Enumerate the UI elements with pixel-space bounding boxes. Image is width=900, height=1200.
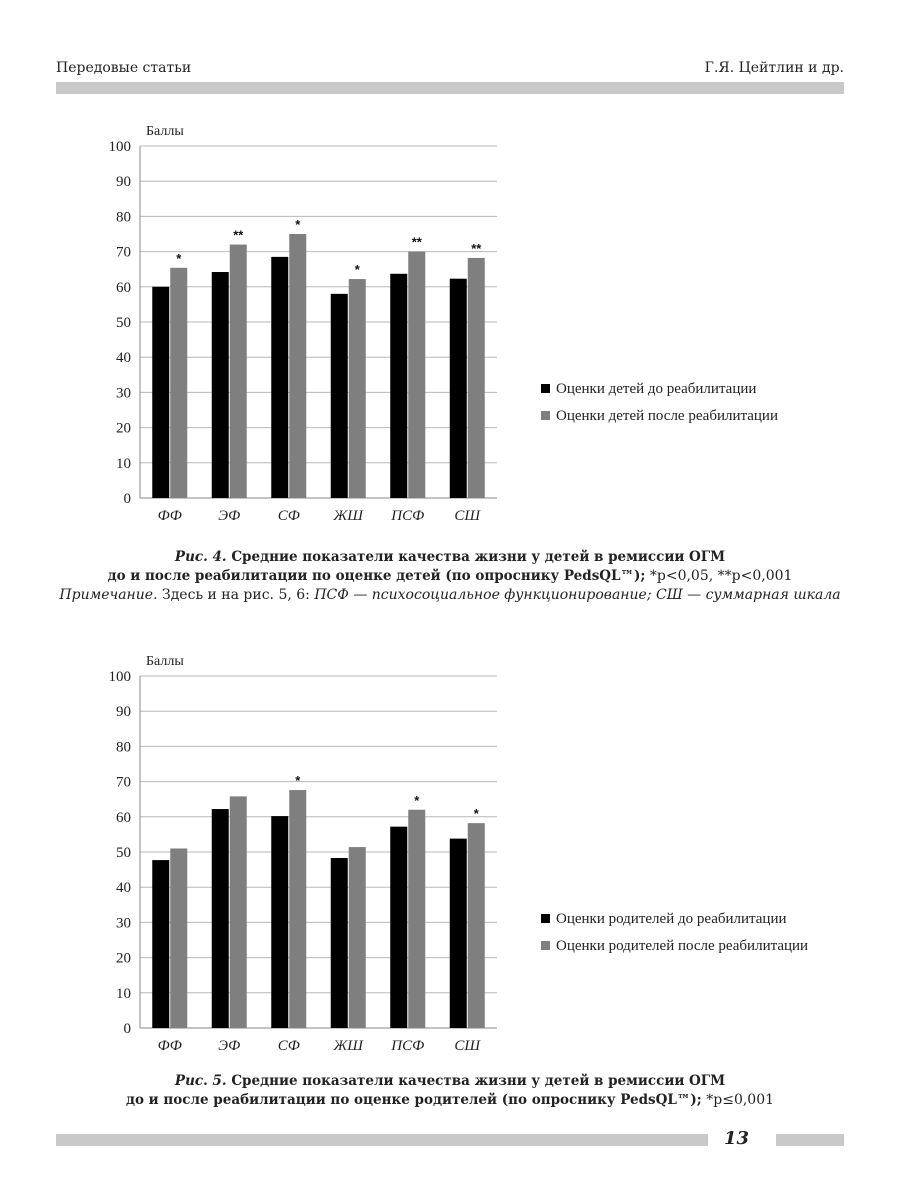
caption-fig5-title-2: до и после реабилитации по оценке родителей (по опроснику PedsQL™); (125, 1092, 702, 1108)
y-tick-label: 40 (116, 350, 131, 367)
y-tick-label: 50 (116, 845, 131, 861)
chart-fig4 (0, 110, 900, 530)
significance-mark: * (295, 773, 301, 789)
running-header-section: Передовые статьи (56, 60, 192, 76)
significance-mark: * (176, 250, 182, 266)
footer-bar-right (776, 1134, 844, 1146)
caption-fig4-title-2: до и после реабилитации по оценке детей (по опроснику PedsQL™); (107, 568, 646, 584)
x-tick-label: ПСФ (391, 1038, 425, 1054)
y-tick-label: 10 (116, 455, 131, 472)
caption-fig4 (0, 548, 900, 605)
significance-mark: ** (471, 240, 482, 256)
legend-swatch (541, 914, 550, 923)
caption-fig4-line2 (0, 567, 900, 586)
bar-after (408, 810, 425, 1028)
caption-fig5-lead: Рис. 5. (174, 1073, 227, 1089)
x-tick-label: ЖШ (333, 1038, 363, 1054)
y-tick-label: 70 (116, 774, 131, 791)
x-tick-label: СШ (454, 508, 481, 524)
y-tick-label: 50 (116, 315, 131, 331)
bar-after (230, 245, 247, 498)
significance-mark: ** (233, 227, 244, 243)
caption-fig5-pvalues: *p≤0,001 (706, 1092, 775, 1108)
x-tick-label: ФФ (157, 508, 182, 524)
caption-fig4-note-text: Здесь и на рис. 5, 6: (161, 587, 310, 603)
significance-mark: * (414, 792, 420, 808)
running-header-authors: Г.Я. Цейтлин и др. (704, 60, 844, 76)
bar-before (450, 279, 467, 498)
y-tick-label: 20 (116, 420, 131, 437)
header-divider-bar (56, 82, 844, 94)
x-tick-label: ФФ (157, 1038, 182, 1054)
chart-fig5 (0, 640, 900, 1060)
y-tick-label: 40 (116, 880, 131, 897)
legend-label: Оценки детей после реабилитации (556, 408, 778, 424)
caption-fig4-pvalues: *p<0,05, **p<0,001 (649, 568, 793, 584)
bar-after (170, 268, 187, 498)
bar-after (468, 823, 485, 1028)
x-tick-label: ЭФ (218, 508, 241, 524)
caption-fig4-note (0, 586, 900, 605)
bar-before (390, 827, 407, 1028)
caption-fig4-line1 (0, 548, 900, 567)
y-tick-label: 60 (116, 809, 131, 826)
bar-before (152, 287, 169, 498)
legend-swatch (541, 411, 550, 420)
y-tick-label: 80 (116, 739, 131, 756)
legend-label: Оценки родителей после реабилитации (556, 938, 809, 954)
bar-after (230, 796, 247, 1028)
bar-before (271, 257, 288, 498)
bar-before (331, 858, 348, 1028)
significance-mark: * (295, 217, 301, 232)
y-tick-label: 0 (123, 1021, 131, 1037)
y-tick-label: 30 (116, 915, 131, 932)
y-tick-label: 20 (116, 950, 131, 967)
y-tick-label: 90 (116, 704, 131, 721)
caption-fig5-line1 (0, 1072, 900, 1091)
bar-before (212, 809, 229, 1028)
bar-before (331, 294, 348, 498)
bar-before (212, 272, 229, 498)
caption-fig4-note-italic: ПСФ — психосоциальное функционирование; СШ — суммарная шкала (314, 587, 841, 603)
y-tick-label: 70 (116, 244, 131, 261)
x-tick-label: ЖШ (333, 508, 363, 524)
bar-after (289, 790, 306, 1028)
caption-fig4-note-label: Примечание. (59, 587, 158, 603)
bar-before (271, 816, 288, 1028)
caption-fig5-line2 (0, 1091, 900, 1110)
caption-fig5-title-1: Средние показатели качества жизни у детей в ремиссии ОГМ (231, 1073, 726, 1089)
caption-fig4-lead: Рис. 4. (174, 549, 227, 565)
y-tick-label: 90 (116, 174, 131, 191)
bar-before (390, 274, 407, 498)
significance-mark: * (354, 262, 360, 278)
significance-mark: ** (411, 234, 422, 250)
legend-swatch (541, 941, 550, 950)
x-tick-label: СФ (277, 508, 300, 524)
x-tick-label: СШ (454, 1038, 481, 1054)
legend-label: Оценки родителей до реабилитации (556, 911, 787, 927)
legend-label: Оценки детей до реабилитации (556, 381, 757, 397)
y-tick-label: 100 (108, 669, 131, 685)
bar-after (170, 848, 187, 1028)
y-axis-label: Баллы (146, 124, 184, 139)
y-tick-label: 80 (116, 209, 131, 226)
y-tick-label: 10 (116, 985, 131, 1002)
x-tick-label: ПСФ (391, 508, 425, 524)
x-tick-label: ЭФ (218, 1038, 241, 1054)
significance-mark: * (473, 806, 479, 822)
y-tick-label: 60 (116, 279, 131, 296)
caption-fig5 (0, 1072, 900, 1110)
bar-before (450, 839, 467, 1028)
bar-after (349, 279, 366, 498)
legend-swatch (541, 384, 550, 393)
bar-after (408, 252, 425, 498)
caption-fig4-title-1: Средние показатели качества жизни у детей в ремиссии ОГМ (231, 549, 726, 565)
footer-bar-left (56, 1134, 708, 1146)
bar-after (349, 847, 366, 1028)
page-number: 13 (724, 1128, 750, 1149)
bar-after (468, 258, 485, 498)
y-tick-label: 100 (108, 139, 131, 155)
bar-after (289, 234, 306, 498)
bar-before (152, 860, 169, 1028)
y-axis-label: Баллы (146, 654, 184, 669)
y-tick-label: 0 (123, 491, 131, 507)
y-tick-label: 30 (116, 385, 131, 402)
x-tick-label: СФ (277, 1038, 300, 1054)
